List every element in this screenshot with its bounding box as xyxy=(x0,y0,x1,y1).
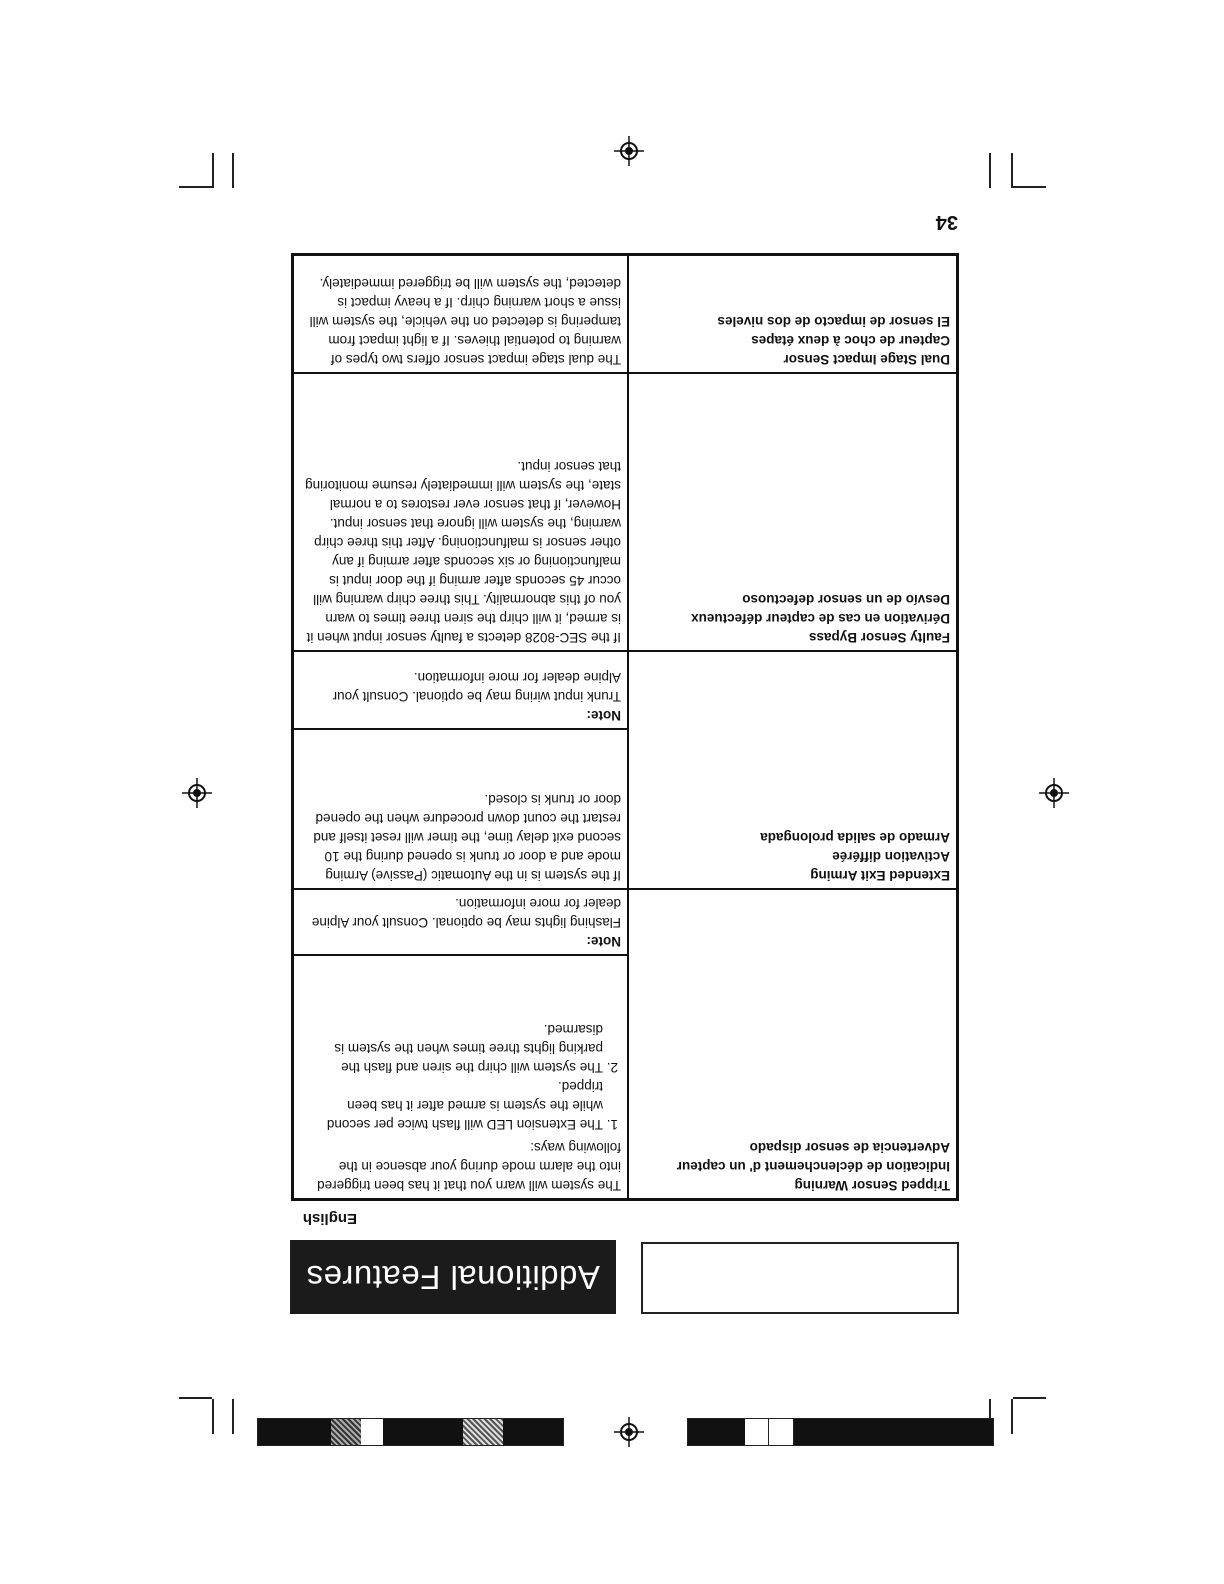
feature-description-cell xyxy=(294,374,627,650)
feature-description-cell xyxy=(294,256,627,372)
table-row xyxy=(294,256,956,372)
feature-name-fr: Indication de déclenchement d' un capteur xyxy=(676,1159,950,1174)
note-text: Trunk input wiring may be optional. Consult your Alpine dealer for more information. xyxy=(332,670,621,704)
table-row xyxy=(294,372,956,650)
crop-mark xyxy=(179,186,212,188)
section-banner: Additional Features xyxy=(290,1240,616,1314)
description: If the SEC-8028 detects a faulty sensor input when it is armed, it will chirp the siren three times to warn you of this abnormality. This three chirp warning will occur 45 seconds after arming if the door input is malfunctioning or six seconds after arming if any other sensor is malfunctioning. After this three chirp warning, the system will ignore that sensor input. However, if that sensor ever restores to a normal state, the system will immediately resume monitoring that sensor input. xyxy=(305,459,621,645)
crop-mark xyxy=(1011,153,1013,188)
registration-mark-icon xyxy=(182,778,212,808)
feature-name-fr: Activation différée xyxy=(832,849,950,864)
crop-mark xyxy=(1013,1397,1046,1399)
blank-header-box xyxy=(641,1242,959,1314)
feature-name-en: Extended Exit Arming xyxy=(810,868,950,883)
crop-mark xyxy=(212,153,214,188)
table-row xyxy=(294,888,956,1198)
feature-name-cell xyxy=(627,374,956,650)
page-number: 34 xyxy=(935,211,958,233)
crop-mark xyxy=(1013,186,1046,188)
crop-mark xyxy=(232,153,234,188)
note-title: Note: xyxy=(586,934,621,949)
feature-name-es: Armado de salida prolongada xyxy=(760,830,950,845)
feature-name-cell xyxy=(627,890,956,1198)
note xyxy=(294,652,627,730)
color-bar-left xyxy=(687,1418,994,1446)
color-bar-right xyxy=(257,1418,564,1446)
feature-name-fr: Dérivation en cas de capteur défectueux xyxy=(691,611,950,626)
feature-name-en: Tripped Sensor Warning xyxy=(794,1178,950,1193)
crop-mark xyxy=(179,1397,212,1399)
note-text: Flashing lights may be optional. Consult your Alpine dealer for more information. xyxy=(311,896,621,930)
description-intro: The system will warn you that it has been triggered into the alarm mode during your absence in the following ways: xyxy=(317,1140,621,1193)
feature-name-cell xyxy=(627,256,956,372)
registration-mark-icon xyxy=(614,1417,644,1447)
note-title: Note: xyxy=(586,708,621,723)
feature-name-es: Desvío de un sensor defectuoso xyxy=(742,592,950,607)
feature-name-en: Dual Stage Impact Sensor xyxy=(783,352,950,367)
feature-description-cell xyxy=(294,890,627,1198)
note xyxy=(294,890,627,956)
feature-name-cell xyxy=(627,652,956,888)
crop-mark xyxy=(212,1399,214,1434)
crop-mark xyxy=(232,1399,234,1434)
table-row xyxy=(294,650,956,888)
feature-table xyxy=(291,253,959,1201)
feature-name-fr: Capteur de choc à deux étapes xyxy=(751,333,950,348)
feature-name-en: Faulty Sensor Bypass xyxy=(808,630,950,645)
description: The dual stage impact sensor offers two types of warning to potential thieves. If a light impact from tampering is detected on the vehicle, the system will issue a short warning chirp. If a heavy impact is detected, the system will be triggered immediately. xyxy=(309,276,621,367)
list-item: 1. The Extension LED will flash twice per second while the system is armed after it has been tripped. xyxy=(304,1077,603,1134)
description-list xyxy=(304,1020,621,1134)
feature-name-es: El sensor de impacto de dos niveles xyxy=(717,314,950,329)
crop-mark xyxy=(989,153,991,188)
list-item: 2. The system will chirp the siren and flash the parking lights three times when the system is disarmed. xyxy=(304,1020,603,1077)
registration-mark-icon xyxy=(614,136,644,166)
feature-name-es: Advertencia de sensor dispado xyxy=(749,1140,950,1155)
description xyxy=(294,956,627,1198)
feature-description-cell xyxy=(294,652,627,888)
crop-mark xyxy=(1011,1399,1013,1434)
registration-mark-icon xyxy=(1039,778,1069,808)
language-label: English xyxy=(302,1210,357,1227)
description: If the system is in the Automatic (Passive) Arming mode and a door or trunk is opened during the 10 second exit delay time, the timer will reset itself and restart the count down procedure when the opened door or trunk is closed. xyxy=(313,792,621,883)
